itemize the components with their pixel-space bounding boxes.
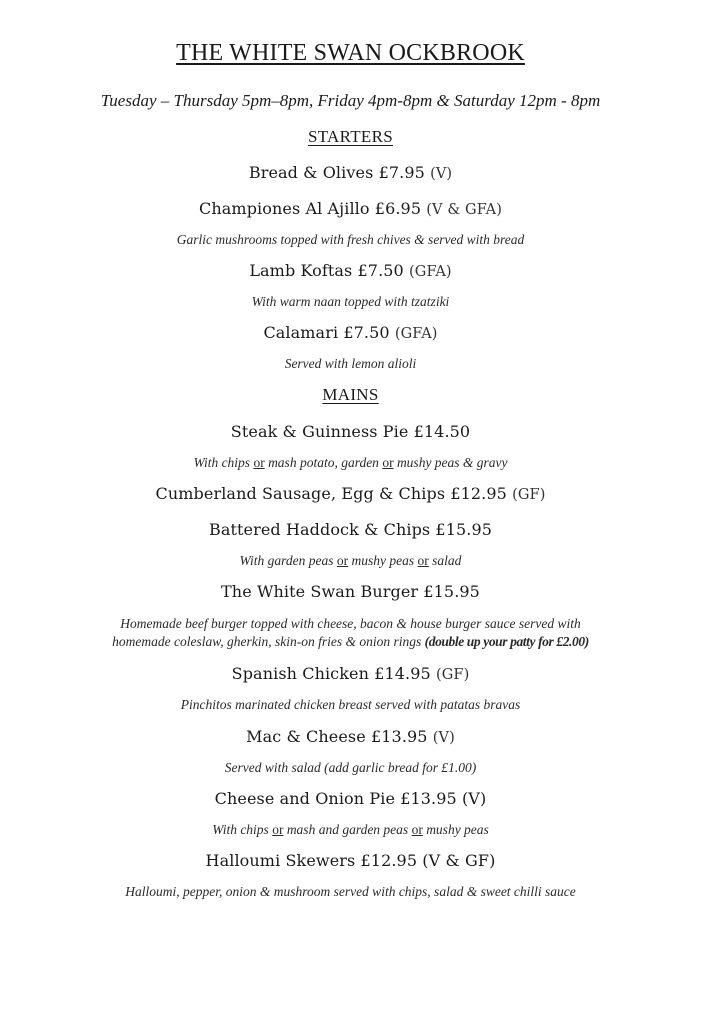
section-heading-mains: MAINS	[322, 385, 379, 404]
item-name: Calamari £7.50	[263, 323, 390, 342]
item-name: Bread & Olives £7.95	[248, 163, 425, 182]
item-tags: (GF)	[435, 667, 470, 683]
item-description: Garlic mushrooms topped with fresh chives & served with bread	[176, 232, 525, 247]
menu-item-lamb-koftas	[0, 261, 701, 280]
item-tags: (V & GF)	[422, 851, 496, 870]
item-name: Championes Al Ajillo £6.95	[199, 199, 422, 218]
item-description: Halloumi, pepper, onion & mushroom served with chips, salad & sweet chilli sauce	[125, 884, 576, 899]
menu-item-steak-pie	[0, 422, 701, 441]
item-name: Spanish Chicken £14.95	[231, 664, 431, 683]
menu-item-mac-cheese	[0, 727, 701, 746]
double-patty-offer: (double up your patty for £2.00)	[424, 634, 589, 649]
menu-item-championes	[0, 199, 701, 218]
menu-item-spanish-chicken	[0, 664, 701, 683]
menu-item-bread-olives	[0, 163, 701, 182]
item-name: Cheese and Onion Pie £13.95	[214, 789, 457, 808]
menu-item-cumberland-sausage	[0, 484, 701, 503]
menu-item-cheese-onion-pie	[0, 789, 701, 808]
item-tags: (V)	[461, 789, 487, 808]
item-name: Steak & Guinness Pie £14.50	[230, 422, 471, 441]
item-name: The White Swan Burger £15.95	[221, 582, 480, 601]
item-name: Cumberland Sausage, Egg & Chips £12.95	[155, 484, 507, 503]
menu-item-battered-haddock	[0, 520, 701, 539]
section-heading-starters: STARTERS	[307, 127, 394, 146]
item-description-line-1: Homemade beef burger topped with cheese, bacon & house burger sauce served with	[120, 616, 581, 631]
menu-item-halloumi-skewers	[0, 851, 701, 870]
opening-hours: Tuesday – Thursday 5pm–8pm, Friday 4pm-8pm & Saturday 12pm - 8pm	[100, 91, 601, 110]
item-name: Halloumi Skewers £12.95	[205, 851, 418, 870]
item-description: With chips or mash potato, garden or mushy peas & gravy	[193, 455, 508, 470]
item-tags: (GFA)	[394, 326, 438, 342]
menu-item-white-swan-burger	[0, 582, 701, 601]
item-tags: (V)	[430, 166, 453, 182]
item-tags: (GF)	[512, 487, 546, 503]
page-title: THE WHITE SWAN OCKBROOK	[176, 40, 525, 66]
item-description-line-2: homemade coleslaw, gherkin, skin-on fries & onion rings (double up your patty for £2.00)	[112, 634, 589, 649]
item-description: With garden peas or mushy peas or salad	[239, 553, 462, 568]
item-name: Mac & Cheese £13.95	[246, 727, 428, 746]
item-tags: (V)	[432, 730, 455, 746]
item-tags: (GFA)	[409, 264, 452, 280]
menu-item-calamari	[0, 323, 701, 342]
item-description: With warm naan topped with tzatziki	[251, 294, 450, 309]
item-name: Lamb Koftas £7.50	[249, 261, 404, 280]
item-name: Battered Haddock & Chips £15.95	[208, 520, 493, 539]
item-description: With chips or mash and garden peas or mushy peas	[212, 822, 489, 837]
item-tags: (V & GFA)	[426, 202, 502, 218]
item-description: Served with salad (add garlic bread for £1.00)	[224, 760, 477, 775]
item-description: Served with lemon alioli	[284, 356, 417, 371]
item-description: Pinchitos marinated chicken breast served with patatas bravas	[180, 697, 521, 712]
